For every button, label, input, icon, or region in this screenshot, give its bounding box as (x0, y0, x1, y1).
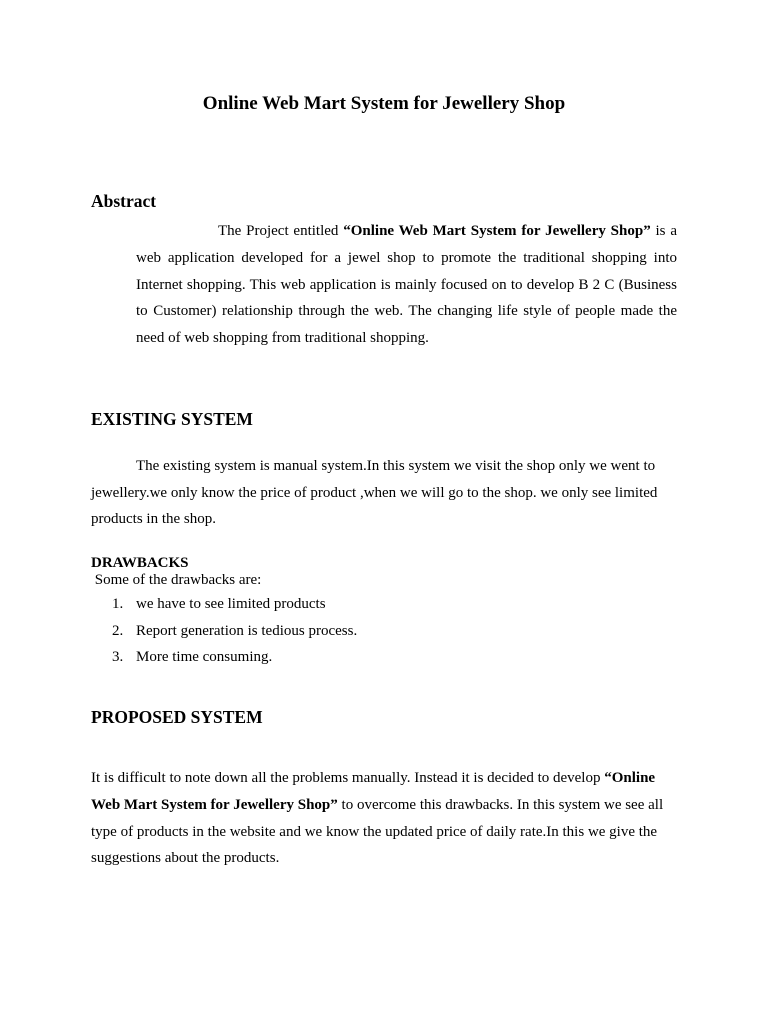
existing-system-paragraph: The existing system is manual system.In this system we visit the shop only we went to jewellery.we only know the price of product ,when we will go to the shop. we only see limited products in the shop. (91, 458, 658, 528)
list-item-text: More time consuming. (136, 649, 273, 666)
abstract-text-after: is a web application developed for a jewel shop to promote the traditional shopping into Internet shopping. This web application is mainly focused on to develop B 2 C (Business to Customer) relationship through the web. The changing life style of people made the need of web shopping from traditional shopping. (136, 223, 677, 347)
document-title: Online Web Mart System for Jewellery Shop (202, 93, 566, 114)
list-item (91, 649, 357, 676)
list-item (91, 623, 357, 650)
drawbacks-intro-text: Some of the drawbacks are: (94, 572, 262, 588)
abstract-text-before: The Project entitled (218, 223, 344, 239)
proposed-text-after: to overcome this drawbacks. In this system we see all type of products in the website and we know the updated price of daily rate.In this we give the suggestions about the products. (91, 796, 664, 867)
abstract-paragraph (136, 218, 677, 352)
list-item-text: Report generation is tedious process. (136, 622, 358, 639)
proposed-project-name: “Online Web Mart System for Jewellery Shop” (91, 770, 656, 813)
list-item-number: 3. (112, 649, 124, 666)
proposed-text-before: It is difficult to note down all the problems manually. Instead it is decided to develop (91, 770, 605, 786)
drawbacks-intro (91, 572, 261, 589)
drawbacks-list (91, 596, 357, 676)
list-item-number: 1. (112, 596, 124, 612)
proposed-system-heading: PROPOSED SYSTEM (91, 707, 263, 727)
list-item-text: we have to see limited products (136, 596, 326, 612)
abstract-project-name: “Online Web Mart System for Jewellery Shop” (343, 223, 651, 239)
list-item-number: 2. (112, 622, 124, 639)
drawbacks-heading: DRAWBACKS (91, 555, 189, 571)
abstract-heading: Abstract (91, 191, 157, 211)
existing-system-heading: EXISTING SYSTEM (91, 409, 253, 429)
list-item (91, 596, 357, 623)
proposed-system-paragraph (91, 765, 671, 872)
